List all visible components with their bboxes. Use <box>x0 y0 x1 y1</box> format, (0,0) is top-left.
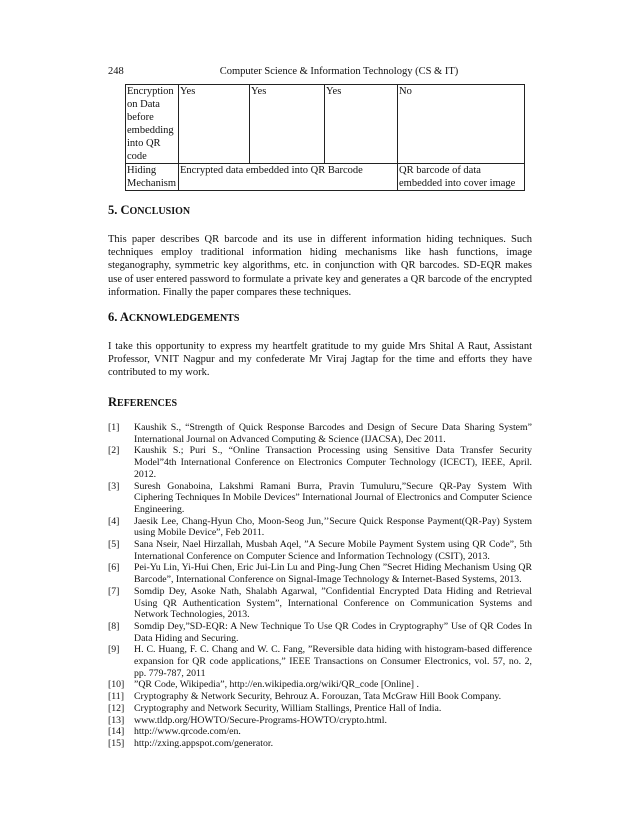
acknowledgements-text: I take this opportunity to express my heartfelt gratitude to my guide Mrs Shital A Raut, Assistant Professor, VNIT Nagpur and my confederate Mr Viraj Jagtap for the time and efforts they have contributed to my work. <box>108 341 532 379</box>
list-item: [8] Somdip Dey,”SD-EQR: A New Technique To Use QR Codes in Cryptography” Use of QR Codes In Data Hiding and Securing. <box>108 620 532 644</box>
list-item: [1] Kaushik S., “Strength of Quick Response Barcodes and Design of Secure Data Sharing System” International Journal on Advanced Computing & Science (IJACSA), Dec 2011. <box>108 422 532 445</box>
page-number: 248 <box>108 66 124 77</box>
table-cell: Encrypted data embedded into QR Barcode <box>179 164 398 191</box>
table-cell: No <box>398 85 525 164</box>
table-row <box>126 85 525 164</box>
list-item: [11] Cryptography & Network Security, Behrouz A. Forouzan, Tata McGraw Hill Book Company. <box>108 691 502 703</box>
references-section <box>108 395 532 750</box>
table-cell: Encryption on Data before embedding into QR code <box>126 85 179 164</box>
reference-list <box>108 422 532 750</box>
list-item: [15] http://zxing.appspot.com/generator. <box>108 737 274 749</box>
table-cell: Yes <box>250 85 325 164</box>
list-item: [14] http://www.qrcode.com/en. <box>108 726 241 738</box>
list-item: [7] Somdip Dey, Asoke Nath, Shalabh Agarwal, ”Confidential Encrypted Data Hiding and Retrieval Using QR Authentication System”, International Conference on Communication Systems and Network Technologies, 2013. <box>108 585 532 621</box>
acknowledgements-heading: 6. ACKNOWLEDGEMENTS <box>108 310 240 324</box>
list-item: [2] Kaushik S.; Puri S., “Online Transaction Processing using Sensitive Data Transfer Security Model”4th International Conference on Electronics Computer Technology (ICECT), IEEE, April. 2012. <box>108 445 532 480</box>
list-item: [5] Sana Nseir, Nael Hirzallah, Musbah Aqel, ”A Secure Mobile Payment System using QR Code”, 5th International Conference on Computer Science and Information Technology (CSIT), 2013. <box>108 539 532 562</box>
conclusion-text: This paper describes QR barcode and its use in different information hiding techniques. Such techniques employ traditional information hiding mechanisms like hash functions, image steganography, symmetric key algorithms, etc. in conjunction with QR barcodes. SD-EQR makes use of user entered password to formulate a private key and generates a QR barcode of the encrypted information. Finally the paper compares these techniques. <box>108 234 532 298</box>
list-item: [10] ”QR Code, Wikipedia”, http://en.wikipedia.org/wiki/QR_code [Online] . <box>108 679 419 691</box>
running-header: Computer Science & Information Technology (CS & IT) <box>219 66 459 77</box>
acknowledgements-section <box>108 310 532 380</box>
list-item: [3] Suresh Gonaboina, Lakshmi Ramani Burra, Pravin Tumuluru,”Secure QR-Pay System With Ciphering Techniques In Mobile Devices” International Journal of Electronics and Computer Science Engineering. <box>108 480 532 515</box>
list-item: [9] H. C. Huang, F. C. Chang and W. C. Fang, ”Reversible data hiding with histogram-based difference expansion for QR code applications,” IEEE Transactions on Consumer Electronics, vol. 57, no. 2, pp. 779-787, 2011 <box>108 644 532 679</box>
list-item: [6] Pei-Yu Lin, Yi-Hui Chen, Eric Jui-Lin Lu and Ping-Jung Chen ”Secret Hiding Mechanism Using QR Barcode”, International Conference on Signal-Image Technology & Internet-Based Systems, 2013. <box>108 562 532 586</box>
table-cell: QR barcode of data embedded into cover image <box>398 164 525 191</box>
table-cell: Yes <box>179 85 250 164</box>
table-row <box>126 164 525 191</box>
comparison-table <box>125 84 525 191</box>
list-item: [13] www.tldp.org/HOWTO/Secure-Programs-HOWTO/crypto.html. <box>108 714 387 726</box>
conclusion-heading: 5. CONCLUSION <box>108 203 191 217</box>
table-cell: Hiding Mechanism <box>126 164 179 191</box>
list-item: [12] Cryptography and Network Security, William Stallings, Prentice Hall of India. <box>108 702 442 714</box>
references-heading: REFERENCES <box>108 395 178 409</box>
list-item: [4] Jaesik Lee, Chang-Hyun Cho, Moon-Seog Jun,’’Secure Quick Response Payment(QR-Pay) System using Mobile Device”, Feb 2011. <box>108 515 532 539</box>
table-cell: Yes <box>325 85 398 164</box>
conclusion-section <box>108 203 532 299</box>
